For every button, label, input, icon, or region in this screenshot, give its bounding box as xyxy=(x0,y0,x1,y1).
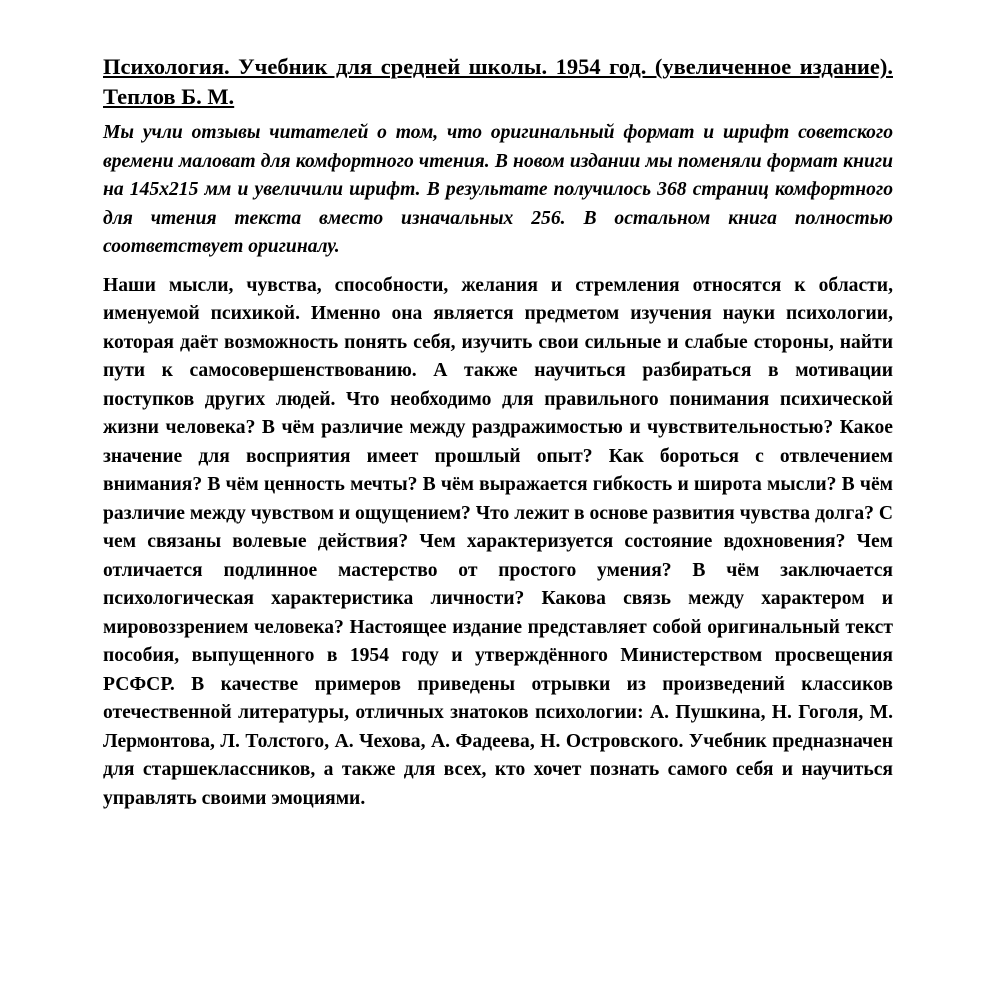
book-description: Наши мысли, чувства, способности, желания и стремления относятся к области, именуемой психикой. Именно она является предметом изучения науки психологии, которая даёт возможность понять себя, изучить свои сильные и слабые стороны, найти пути к самосовершенствованию. А также научиться разбираться в мотивации поступков других людей. Что необходимо для правильного понимания психической жизни человека? В чём различие между раздражимостью и чувствительностью? Какое значение для восприятия имеет прошлый опыт? Как бороться с отвлечением внимания? В чём ценность мечты? В чём выражается гибкость и широта мысли? В чём различие между чувством и ощущением? Что лежит в основе развития чувства долга? С чем связаны волевые действия? Чем характеризуется состояние вдохновения? Чем отличается подлинное мастерство от простого умения? В чём заключается психологическая характеристика личности? Какова связь между характером и мировоззрением человека? Настоящее издание представляет собой оригинальный текст пособия, выпущенного в 1954 году и утверждённого Министерством просвещения РСФСР. В качестве примеров приведены отрывки из произведений классиков отечественной литературы, отличных знатоков психологии: А. Пушкина, Н. Гоголя, М. Лермонтова, Л. Толстого, А. Чехова, А. Фадеева, Н. Островского. Учебник предназначен для старшеклассников, а также для всех, кто хочет познать самого себя и научиться управлять своими эмоциями. xyxy=(103,274,893,809)
document-page xyxy=(103,52,893,813)
document-title: Психология. Учебник для средней школы. 1954 год. (увеличенное издание). Теплов Б. М. xyxy=(103,54,893,109)
editor-note: Мы учли отзывы читателей о том, что оригинальный формат и шрифт советского времени маловат для комфортного чтения. В новом издании мы поменяли формат книги на 145x215 мм и увеличили шрифт. В результате получилось 368 страниц комфортного для чтения текста вместо изначальных 256. В остальном книга полностью соответствует оригиналу. xyxy=(103,122,893,258)
